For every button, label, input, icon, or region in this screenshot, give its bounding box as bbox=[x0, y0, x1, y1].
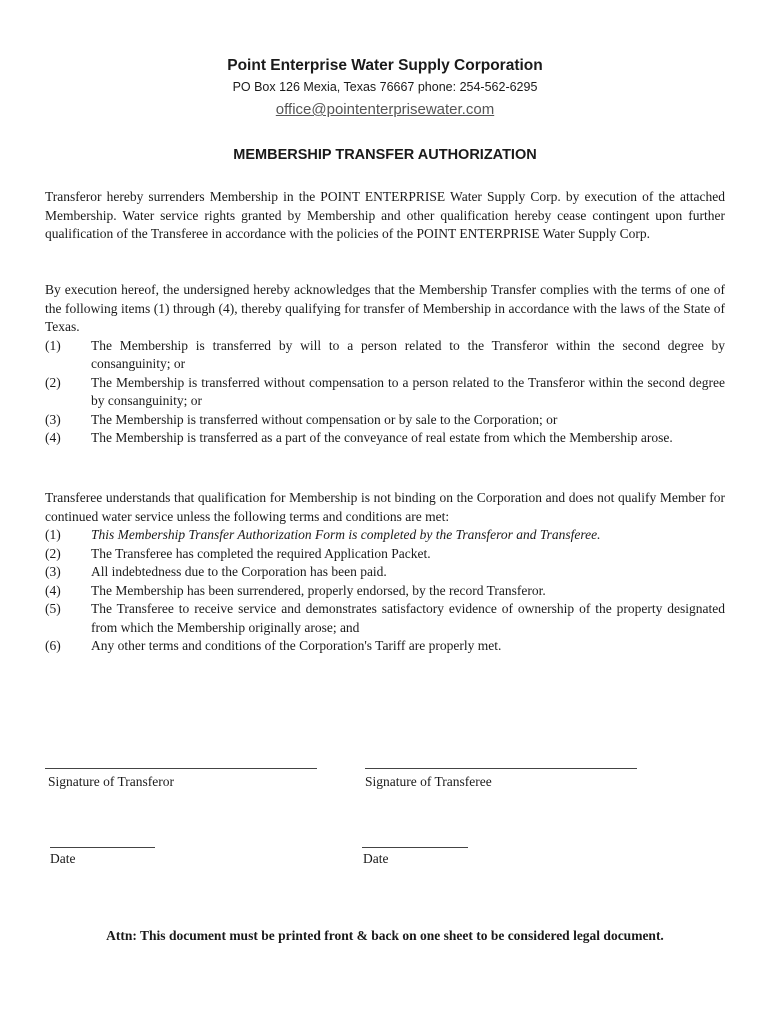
transferee-date-label: Date bbox=[363, 851, 389, 866]
transferee-date-line[interactable] bbox=[362, 847, 468, 848]
list-item-number: (3) bbox=[45, 411, 61, 427]
list-item bbox=[45, 337, 725, 374]
list-item-number: (5) bbox=[45, 601, 61, 616]
list-item-number: (4) bbox=[45, 430, 61, 445]
list-item bbox=[45, 637, 725, 656]
transferee-signature-line[interactable] bbox=[365, 768, 637, 769]
transferor-signature-label: Signature of Transferor bbox=[48, 774, 174, 789]
transferor-date-line[interactable] bbox=[50, 847, 155, 848]
list-item bbox=[45, 526, 725, 545]
list-item-text: Any other terms and conditions of the Corporation's Tariff are properly met. bbox=[91, 638, 502, 653]
acknowledgement-intro: By execution hereof, the undersigned hereby acknowledges that the Membership Transfer complies with the terms of one of the following items (1) through (4), thereby qualifying for transfer of Membership in accordance with the laws of the State of Texas. bbox=[45, 282, 725, 334]
list-item-text: The Membership has been surrendered, properly endorsed, by the record Transferor. bbox=[91, 582, 546, 598]
list-item-number: (2) bbox=[45, 374, 61, 390]
list-item bbox=[45, 429, 725, 448]
list-item-text: The Membership is transferred by will to a person related to the Transferor within the second degree by consanguinity; or bbox=[91, 337, 725, 371]
list-item-text: All indebtedness due to the Corporation has been paid. bbox=[91, 564, 387, 579]
transferee-signature-label: Signature of Transferee bbox=[365, 774, 492, 789]
list-item-text: The Membership is transferred without compensation or by sale to the Corporation; or bbox=[91, 411, 558, 427]
list-item-number: (1) bbox=[45, 337, 61, 353]
list-item-text: The Transferee has completed the required Application Packet. bbox=[91, 545, 431, 561]
list-item-text: This Membership Transfer Authorization Form is completed by the Transferor and Transferee. bbox=[91, 527, 601, 542]
surrender-paragraph: Transferor hereby surrenders Membership in the POINT ENTERPRISE Water Supply Corp. by execution of the attached Membership. Water service rights granted by Membership and other qualification hereby cease contingent upon further qualification of the Transferee in accordance with the policies of the POINT ENTERPRISE Water Supply Corp. bbox=[45, 189, 725, 241]
list-item-number: (4) bbox=[45, 582, 61, 598]
list-item bbox=[45, 374, 725, 411]
list-item bbox=[45, 582, 725, 601]
document-title: MEMBERSHIP TRANSFER AUTHORIZATION bbox=[233, 147, 537, 163]
list-item-text: The Membership is transferred as a part of the conveyance of real estate from which the Membership arose. bbox=[91, 430, 673, 445]
list-item bbox=[45, 600, 725, 637]
organization-address: PO Box 126 Mexia, Texas 76667 phone: 254-562-6295 bbox=[232, 80, 538, 94]
conditions-intro: Transferee understands that qualification for Membership is not binding on the Corporation and does not qualify Member for continued water service unless the following terms and conditions are met: bbox=[45, 490, 725, 524]
list-item-number: (2) bbox=[45, 545, 61, 561]
transferor-signature-line[interactable] bbox=[45, 768, 317, 769]
conditions-section bbox=[45, 489, 725, 656]
attention-note: Attn: This document must be printed front & back on one sheet to be considered legal document. bbox=[106, 928, 664, 943]
list-item-text: The Transferee to receive service and demonstrates satisfactory evidence of ownership of the property designated from which the Membership originally arose; and bbox=[91, 601, 725, 635]
acknowledgement-section bbox=[45, 281, 725, 448]
list-item bbox=[45, 563, 725, 582]
list-item bbox=[45, 545, 725, 564]
list-item-number: (3) bbox=[45, 564, 61, 579]
list-item-number: (1) bbox=[45, 527, 61, 542]
acknowledgement-list bbox=[45, 337, 725, 448]
list-item bbox=[45, 411, 725, 430]
list-item-number: (6) bbox=[45, 638, 61, 653]
organization-name: Point Enterprise Water Supply Corporation bbox=[227, 57, 543, 74]
conditions-list bbox=[45, 526, 725, 656]
list-item-text: The Membership is transferred without compensation to a person related to the Transferor within the second degree by consanguinity; or bbox=[91, 374, 725, 408]
transferor-date-label: Date bbox=[50, 851, 76, 866]
organization-email-link[interactable]: office@pointenterprisewater.com bbox=[275, 101, 495, 118]
